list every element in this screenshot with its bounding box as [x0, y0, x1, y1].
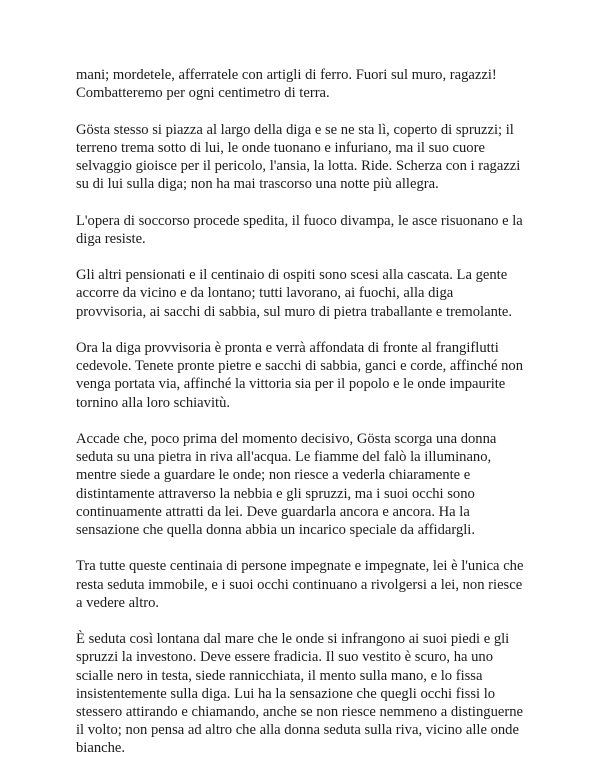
paragraph: Gli altri pensionati e il centinaio di ospiti sono scesi alla cascata. La gente accorre da vicino e da lontano; tutti lavorano, ai fuochi, alla diga provvisoria, ai sacchi di sabbia, sul muro di pietra traballante e tremolante.	[76, 267, 513, 320]
paragraph: Gösta stesso si piazza al largo della diga e se ne sta lì, coperto di spruzzi; il terreno trema sotto di lui, le onde tuonano e infuriano, ma il suo cuore selvaggio gioisce per il pericolo, l'ansia, la lotta. Ride. Scherza con i ragazzi su di lui sulla diga; non ha mai trascorso una notte più allegra.	[76, 121, 521, 193]
paragraph: L'opera di soccorso procede spedita, il fuoco divampa, le asce risuonano e la diga resiste.	[76, 212, 523, 247]
paragraph: mani; mordetele, afferratele con artigli di ferro. Fuori sul muro, ragazzi! Combatteremo per ogni centimetro di terra.	[76, 67, 497, 102]
paragraph: Accade che, poco prima del momento decisivo, Gösta scorga una donna seduta su una pietra in riva all'acqua. Le fiamme del falò la illuminano, mentre siede a guardare le onde; non riesce a vederla chiaramente e distintamente attraverso la nebbia e gli spruzzi, ma i suoi occhi sono continuamente attratti da lei. Deve guardarla ancora e ancora. Ha la sensazione che quella donna abbia un incarico speciale da affidargli.	[76, 430, 497, 538]
paragraph: Ora la diga provvisoria è pronta e verrà affondata di fronte al frangiflutti cedevole. Tenete pronte pietre e sacchi di sabbia, ganci e corde, affinché non venga portata via, affinché la vittoria sia per il popolo e le onde impaurite tornino alla loro schiavitù.	[76, 339, 523, 411]
paragraph: È seduta così lontana dal mare che le onde si infrangono ai suoi piedi e gli spruzzi la investono. Deve essere fradicia. Il suo vestito è scuro, ha uno scialle nero in testa, siede rannicchiata, il mento sulla mano, e lo fissa insistentemente sulla diga. Lui ha la sensazione che quegli occhi fissi lo stessero attirando e chiamando, anche se non riesce nemmeno a distinguerne il volto; non pensa ad altro che alla donna seduta sulla riva, vicino alle onde bianche.	[76, 631, 523, 757]
paragraph: Tra tutte queste centinaia di persone impegnate e impegnate, lei è l'unica che resta seduta immobile, e i suoi occhi continuano a rivolgersi a lei, non riesce a vedere altro.	[76, 558, 524, 611]
document-page	[76, 66, 526, 776]
